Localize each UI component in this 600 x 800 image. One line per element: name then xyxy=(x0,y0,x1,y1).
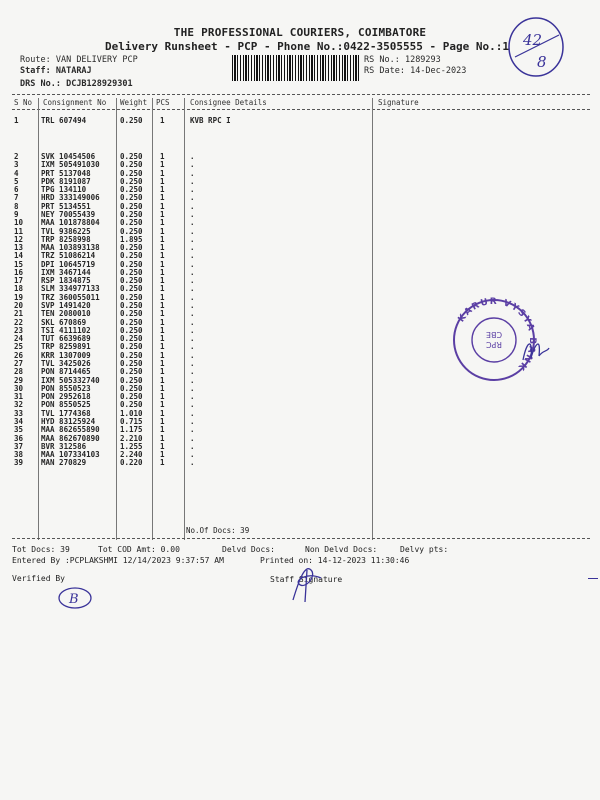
margin-mark xyxy=(588,578,598,579)
row-pcs: 1 xyxy=(160,441,165,451)
table-row xyxy=(0,434,600,442)
row-pcs: 1 xyxy=(160,309,165,319)
row-consignment-no: DPI 10645719 xyxy=(41,259,96,269)
delivery-points: Delvy pts: xyxy=(400,545,449,554)
row-weight: 0.250 xyxy=(120,325,143,335)
row-pcs: 1 xyxy=(160,416,165,426)
row-pcs: 1 xyxy=(160,209,165,219)
row-weight: 0.250 xyxy=(120,400,143,410)
table-row xyxy=(0,152,600,160)
row-consignee-details: . xyxy=(190,251,195,261)
row-consignment-no: PON 2952618 xyxy=(41,392,91,402)
row-consignee-details: . xyxy=(190,375,195,385)
row-consignee-details: . xyxy=(190,450,195,460)
row-consignee-details: . xyxy=(190,425,195,435)
row-pcs: 1 xyxy=(160,342,165,352)
row-weight: 2.240 xyxy=(120,450,143,460)
row-consignee-details: . xyxy=(190,276,195,286)
row-weight: 0.250 xyxy=(120,168,143,178)
table-row xyxy=(0,260,600,268)
row-weight: 0.250 xyxy=(120,334,143,344)
row-sno: 6 xyxy=(14,185,19,195)
row-consignee-details: . xyxy=(190,218,195,228)
row-sno: 16 xyxy=(14,267,24,277)
row-consignment-no: TRP 8258998 xyxy=(41,234,91,244)
row-sno: 34 xyxy=(14,416,24,426)
verified-initial-mark xyxy=(55,585,95,611)
row-sno: 28 xyxy=(14,367,24,377)
row-consignment-no: HYD 83125924 xyxy=(41,416,96,426)
row-consignment-no: PRT 5137048 xyxy=(41,168,91,178)
row-consignment-no: SKL 670869 xyxy=(41,317,87,327)
row-consignee-details: . xyxy=(190,193,195,203)
row-sno: 5 xyxy=(14,176,19,186)
row-sno: 10 xyxy=(14,218,24,228)
page-circle-top-text: 42 xyxy=(523,31,543,49)
row-weight: 2.210 xyxy=(120,433,143,443)
row-consignee-details: . xyxy=(190,325,195,335)
row-consignee-details: . xyxy=(190,317,195,327)
route-value: VAN DELIVERY PCP xyxy=(55,55,138,65)
table-row xyxy=(0,243,600,251)
row-pcs: 1 xyxy=(160,234,165,244)
row-consignment-no: MAA 103893138 xyxy=(41,243,100,253)
row-sno: 25 xyxy=(14,342,24,352)
staff-signature-label: Staff Signature xyxy=(270,575,343,584)
rs-no-value: 1289293 xyxy=(404,55,441,65)
row-pcs: 1 xyxy=(160,375,165,385)
table-row xyxy=(0,210,600,218)
row-pcs: 1 xyxy=(160,185,165,195)
row-consignee-details: . xyxy=(190,185,195,195)
row-pcs: 1 xyxy=(160,350,165,360)
table-row xyxy=(0,417,600,425)
row-pcs: 1 xyxy=(160,450,165,460)
row-weight: 0.250 xyxy=(120,301,143,311)
row-consignment-no: TPG 134110 xyxy=(41,185,87,195)
row-sno: 37 xyxy=(14,441,24,451)
table-row xyxy=(0,458,600,466)
row-consignee-details: . xyxy=(190,301,195,311)
row-weight: 0.250 xyxy=(120,243,143,253)
row-consignee-details: . xyxy=(190,334,195,344)
row-sno: 3 xyxy=(14,160,19,170)
stamp-center-cbe: CBE xyxy=(485,330,503,339)
row-pcs: 1 xyxy=(160,176,165,186)
row-weight: 0.250 xyxy=(120,350,143,360)
staff-value: NATARAJ xyxy=(55,66,92,76)
row-consignment-no: IXM 505332740 xyxy=(41,375,100,385)
row-pcs: 1 xyxy=(160,408,165,418)
row-pcs: 1 xyxy=(160,292,165,302)
row-sno: 15 xyxy=(14,259,24,269)
document-subtitle: Delivery Runsheet - PCP - Phone No.:0422-3505555 - Page No.:1 xyxy=(105,40,509,53)
row-consignee-details: . xyxy=(190,160,195,170)
row-consignee-details: . xyxy=(190,309,195,319)
row-consignment-no: TSI 4111102 xyxy=(41,325,91,335)
row-weight: 0.250 xyxy=(120,317,143,327)
row-sno: 24 xyxy=(14,334,24,344)
row-pcs: 1 xyxy=(160,168,165,178)
row-consignee-details: . xyxy=(190,234,195,244)
row-sno: 1 xyxy=(14,116,19,125)
row-consignee-details: . xyxy=(190,267,195,277)
row-sno: 17 xyxy=(14,276,24,286)
rs-date-value: 14-Dec-2023 xyxy=(410,66,467,76)
row-sno: 32 xyxy=(14,400,24,410)
row-weight: 0.250 xyxy=(120,218,143,228)
table-row xyxy=(0,185,600,193)
row-sno: 4 xyxy=(14,168,19,178)
row-sno: 38 xyxy=(14,450,24,460)
row-consignment-no: HRD 333149006 xyxy=(41,193,100,203)
row-sno: 12 xyxy=(14,234,24,244)
rs-date-label: RS Date: xyxy=(364,66,405,76)
row-weight: 0.250 xyxy=(120,259,143,269)
row-sno: 13 xyxy=(14,243,24,253)
document-title: THE PROFESSIONAL COURIERS, COIMBATORE xyxy=(173,26,427,39)
row-weight: 0.250 xyxy=(120,193,143,203)
col-pcs-header: PCS xyxy=(156,98,170,107)
row-sno: 19 xyxy=(14,292,24,302)
delivered-docs: Delvd Docs: xyxy=(222,545,275,554)
row-weight: 0.250 xyxy=(120,176,143,186)
row-sno: 18 xyxy=(14,284,24,294)
row-weight: 0.250 xyxy=(120,116,143,125)
col-sno-header: S No xyxy=(14,98,33,107)
page-number-circle xyxy=(505,15,567,79)
row-pcs: 1 xyxy=(160,218,165,228)
row-sno: 7 xyxy=(14,193,19,203)
row-weight: 0.250 xyxy=(120,152,143,161)
row-weight: 0.250 xyxy=(120,226,143,236)
row-consignment-no: MAN 270829 xyxy=(41,458,87,468)
printed-on: Printed on: 14-12-2023 11:30:46 xyxy=(260,556,410,565)
row-consignment-no: TEN 2080010 xyxy=(41,309,91,319)
row-sno: 31 xyxy=(14,392,24,402)
page-circle-bottom-text: 8 xyxy=(537,53,547,71)
row-sno: 29 xyxy=(14,375,24,385)
row-consignment-no: TRZ 360055011 xyxy=(41,292,100,302)
table-row xyxy=(0,450,600,458)
row-consignee-details: . xyxy=(190,176,195,186)
row-consignment-no: SVK 10454506 xyxy=(41,152,96,161)
row-consignment-no: PDK 8191087 xyxy=(41,176,91,186)
row-pcs: 1 xyxy=(160,284,165,294)
row-consignee-details: . xyxy=(190,152,195,161)
row-pcs: 1 xyxy=(160,251,165,261)
row-consignee-details: . xyxy=(190,292,195,302)
non-delivered-docs: Non Delvd Docs: xyxy=(305,545,378,554)
table-row xyxy=(0,227,600,235)
row-weight: 0.715 xyxy=(120,416,143,426)
row-consignee-details: . xyxy=(190,359,195,368)
tot-docs: Tot Docs: 39 xyxy=(12,545,70,554)
row-consignee-details: . xyxy=(190,458,195,468)
row-consignment-no: TRL 607494 xyxy=(41,116,87,125)
row-consignee-details: . xyxy=(190,392,195,402)
table-row xyxy=(0,392,600,400)
row-pcs: 1 xyxy=(160,325,165,335)
row-consignment-no: TUT 6639689 xyxy=(41,334,91,344)
row-pcs: 1 xyxy=(160,226,165,236)
row-consignment-no: TVL 9386225 xyxy=(41,226,91,236)
row-consignee-details: . xyxy=(190,243,195,253)
route-label: Route: xyxy=(20,55,51,65)
row-consignee-details: . xyxy=(190,209,195,219)
col-details-header: Consignee Details xyxy=(190,98,267,107)
row-sno: 23 xyxy=(14,325,24,335)
row-sno: 21 xyxy=(14,309,24,319)
row-pcs: 1 xyxy=(160,400,165,410)
row-consignment-no: KRR 1307009 xyxy=(41,350,91,360)
row-pcs: 1 xyxy=(160,259,165,269)
table-row xyxy=(0,409,600,417)
table-bottom-rule xyxy=(12,538,590,539)
row-pcs: 1 xyxy=(160,116,165,125)
row-consignment-no: IXM 505491030 xyxy=(41,160,100,170)
row-consignment-no: MAA 101878804 xyxy=(41,218,100,228)
row-consignment-no: TRP 8259891 xyxy=(41,342,91,352)
row-consignment-no: PRT 5134551 xyxy=(41,201,91,211)
row-consignment-no: NEY 70055439 xyxy=(41,209,96,219)
row-consignment-no: IXM 3467144 xyxy=(41,267,91,277)
row-pcs: 1 xyxy=(160,334,165,344)
row-pcs: 1 xyxy=(160,201,165,211)
route-line xyxy=(20,55,138,65)
row-sno: 30 xyxy=(14,383,24,393)
col-consignment-header: Consignment No xyxy=(43,98,107,107)
row-weight: 0.250 xyxy=(120,276,143,286)
row-weight: 0.250 xyxy=(120,309,143,319)
row-pcs: 1 xyxy=(160,243,165,253)
row-consignment-no: SLM 334977133 xyxy=(41,284,100,294)
row-weight: 1.175 xyxy=(120,425,143,435)
row-weight: 0.250 xyxy=(120,292,143,302)
row-pcs: 1 xyxy=(160,359,165,368)
row-consignee-details: . xyxy=(190,201,195,211)
row-sno: 36 xyxy=(14,433,24,443)
row-consignee-details: . xyxy=(190,433,195,443)
row-weight: 0.250 xyxy=(120,267,143,277)
row-weight: 0.250 xyxy=(120,375,143,385)
row-weight: 1.255 xyxy=(120,441,143,451)
row-weight: 0.220 xyxy=(120,458,143,468)
row-consignment-no: TVL 3425026 xyxy=(41,359,91,368)
row-weight: 0.250 xyxy=(120,367,143,377)
staff-line xyxy=(20,66,92,76)
docs-count: No.Of Docs: 39 xyxy=(186,526,250,535)
row-pcs: 1 xyxy=(160,276,165,286)
row-weight: 0.250 xyxy=(120,251,143,261)
table-row xyxy=(0,193,600,201)
row-sno: 2 xyxy=(14,152,19,161)
row-sno: 14 xyxy=(14,251,24,261)
row-consignment-no: TVL 1774368 xyxy=(41,408,91,418)
row-sno: 9 xyxy=(14,209,19,219)
row-consignee-details: . xyxy=(190,226,195,236)
row-sno: 35 xyxy=(14,425,24,435)
row-sno: 22 xyxy=(14,317,24,327)
row-weight: 1.010 xyxy=(120,408,143,418)
verified-by-label: Verified By xyxy=(12,574,65,583)
rs-no-line xyxy=(364,55,441,65)
stamp-ring-text: KARUR VYSYA BANK xyxy=(456,296,538,373)
table-row xyxy=(0,251,600,259)
row-pcs: 1 xyxy=(160,317,165,327)
row-consignee-details: . xyxy=(190,350,195,360)
table-row xyxy=(0,235,600,243)
row-weight: 0.250 xyxy=(120,185,143,195)
row-weight: 0.250 xyxy=(120,209,143,219)
row-sno: 27 xyxy=(14,359,24,368)
tot-cod-amount: Tot COD Amt: 0.00 xyxy=(98,545,180,554)
row-consignment-no: MAA 862670890 xyxy=(41,433,100,443)
row-consignee-details: . xyxy=(190,383,195,393)
drs-line xyxy=(20,79,133,89)
row-consignee-details: KVB RPC I xyxy=(190,116,231,125)
row-consignment-no: SVP 1491420 xyxy=(41,301,91,311)
row-weight: 0.250 xyxy=(120,342,143,352)
table-row xyxy=(0,202,600,210)
header-top-rule xyxy=(12,94,590,95)
row-consignment-no: PON 8550523 xyxy=(41,383,91,393)
table-row xyxy=(0,160,600,168)
row-pcs: 1 xyxy=(160,367,165,377)
table-row xyxy=(0,177,600,185)
stamp-center-rpc: RPC xyxy=(486,340,502,349)
barcode xyxy=(232,55,360,81)
row-pcs: 1 xyxy=(160,152,165,161)
drs-value: DCJB128929301 xyxy=(66,79,133,89)
table-row xyxy=(0,400,600,408)
row-pcs: 1 xyxy=(160,458,165,468)
row-weight: 1.895 xyxy=(120,234,143,244)
row-pcs: 1 xyxy=(160,383,165,393)
row-pcs: 1 xyxy=(160,433,165,443)
row-consignee-details: . xyxy=(190,259,195,269)
row-pcs: 1 xyxy=(160,425,165,435)
table-row xyxy=(0,218,600,226)
row-consignment-no: TRZ 51086214 xyxy=(41,251,96,261)
verified-initial-text: B xyxy=(69,592,79,607)
row-consignee-details: . xyxy=(190,284,195,294)
row-consignment-no: PON 8714465 xyxy=(41,367,91,377)
row-consignment-no: MAA 862655890 xyxy=(41,425,100,435)
table-row xyxy=(0,169,600,177)
header-bottom-rule xyxy=(12,109,590,110)
entered-by: Entered By :PCPLAKSHMI 12/14/2023 9:37:57 AM xyxy=(12,556,224,565)
col-weight-header: Weight xyxy=(120,98,148,107)
staff-signature-scribble xyxy=(285,560,330,605)
row-weight: 0.250 xyxy=(120,284,143,294)
row-consignee-details: . xyxy=(190,441,195,451)
receiver-signature-scribble xyxy=(515,330,555,370)
row-weight: 0.250 xyxy=(120,201,143,211)
row-pcs: 1 xyxy=(160,301,165,311)
row-consignee-details: . xyxy=(190,416,195,426)
row-sno: 20 xyxy=(14,301,24,311)
drs-label: DRS No.: xyxy=(20,79,61,89)
table-row xyxy=(0,442,600,450)
row-consignee-details: . xyxy=(190,367,195,377)
table-row xyxy=(0,425,600,433)
row-sno: 33 xyxy=(14,408,24,418)
table-row xyxy=(0,268,600,276)
row-weight: 0.250 xyxy=(120,359,143,368)
row-pcs: 1 xyxy=(160,392,165,402)
row-sno: 8 xyxy=(14,201,19,211)
row-pcs: 1 xyxy=(160,267,165,277)
table-row xyxy=(0,276,600,284)
row-sno: 26 xyxy=(14,350,24,360)
staff-label: Staff: xyxy=(20,66,51,76)
row-pcs: 1 xyxy=(160,160,165,170)
row-weight: 0.250 xyxy=(120,160,143,170)
table-row xyxy=(0,116,600,124)
row-weight: 0.250 xyxy=(120,383,143,393)
rs-no-label: RS No.: xyxy=(364,55,400,65)
row-consignee-details: . xyxy=(190,342,195,352)
row-consignee-details: . xyxy=(190,400,195,410)
row-pcs: 1 xyxy=(160,193,165,203)
row-consignment-no: PON 8550525 xyxy=(41,400,91,410)
col-signature-header: Signature xyxy=(378,98,419,107)
row-consignee-details: . xyxy=(190,168,195,178)
row-consignment-no: RSP 1834875 xyxy=(41,276,91,286)
row-sno: 39 xyxy=(14,458,24,468)
row-weight: 0.250 xyxy=(120,392,143,402)
row-consignee-details: . xyxy=(190,408,195,418)
row-consignment-no: BVR 312586 xyxy=(41,441,87,451)
row-consignment-no: MAA 107334103 xyxy=(41,450,100,460)
rs-date-line xyxy=(364,66,466,76)
row-sno: 11 xyxy=(14,226,24,236)
